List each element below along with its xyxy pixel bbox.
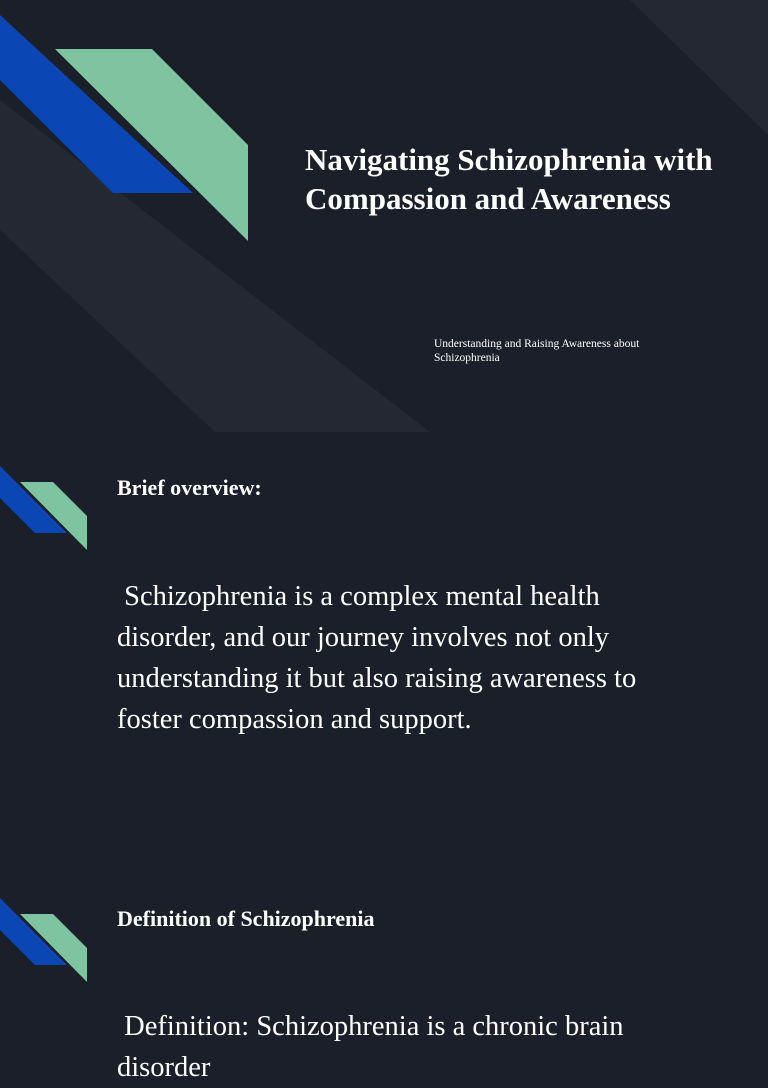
definition-heading: Definition of Schizophrenia [117, 906, 375, 931]
decorative-stripes [0, 864, 120, 994]
overview-body: Schizophrenia is a complex mental health disorder, and our journey involves not only understanding it but also raising awareness to foster compassion and support. [117, 581, 644, 735]
presentation-title: Navigating Schizophrenia with Compassion and Awareness [305, 142, 713, 216]
definition-slide [0, 864, 768, 1083]
definition-body: Definition: Schizophrenia is a chronic brain disorder [117, 1011, 631, 1083]
shadow-band-top-right [630, 0, 768, 135]
overview-heading: Brief overview: [117, 475, 262, 500]
title-slide [0, 0, 768, 432]
presentation-subtitle: Understanding and Raising Awareness about Schizophrenia [434, 338, 640, 364]
decorative-stripes [0, 432, 120, 562]
overview-slide [0, 432, 768, 864]
